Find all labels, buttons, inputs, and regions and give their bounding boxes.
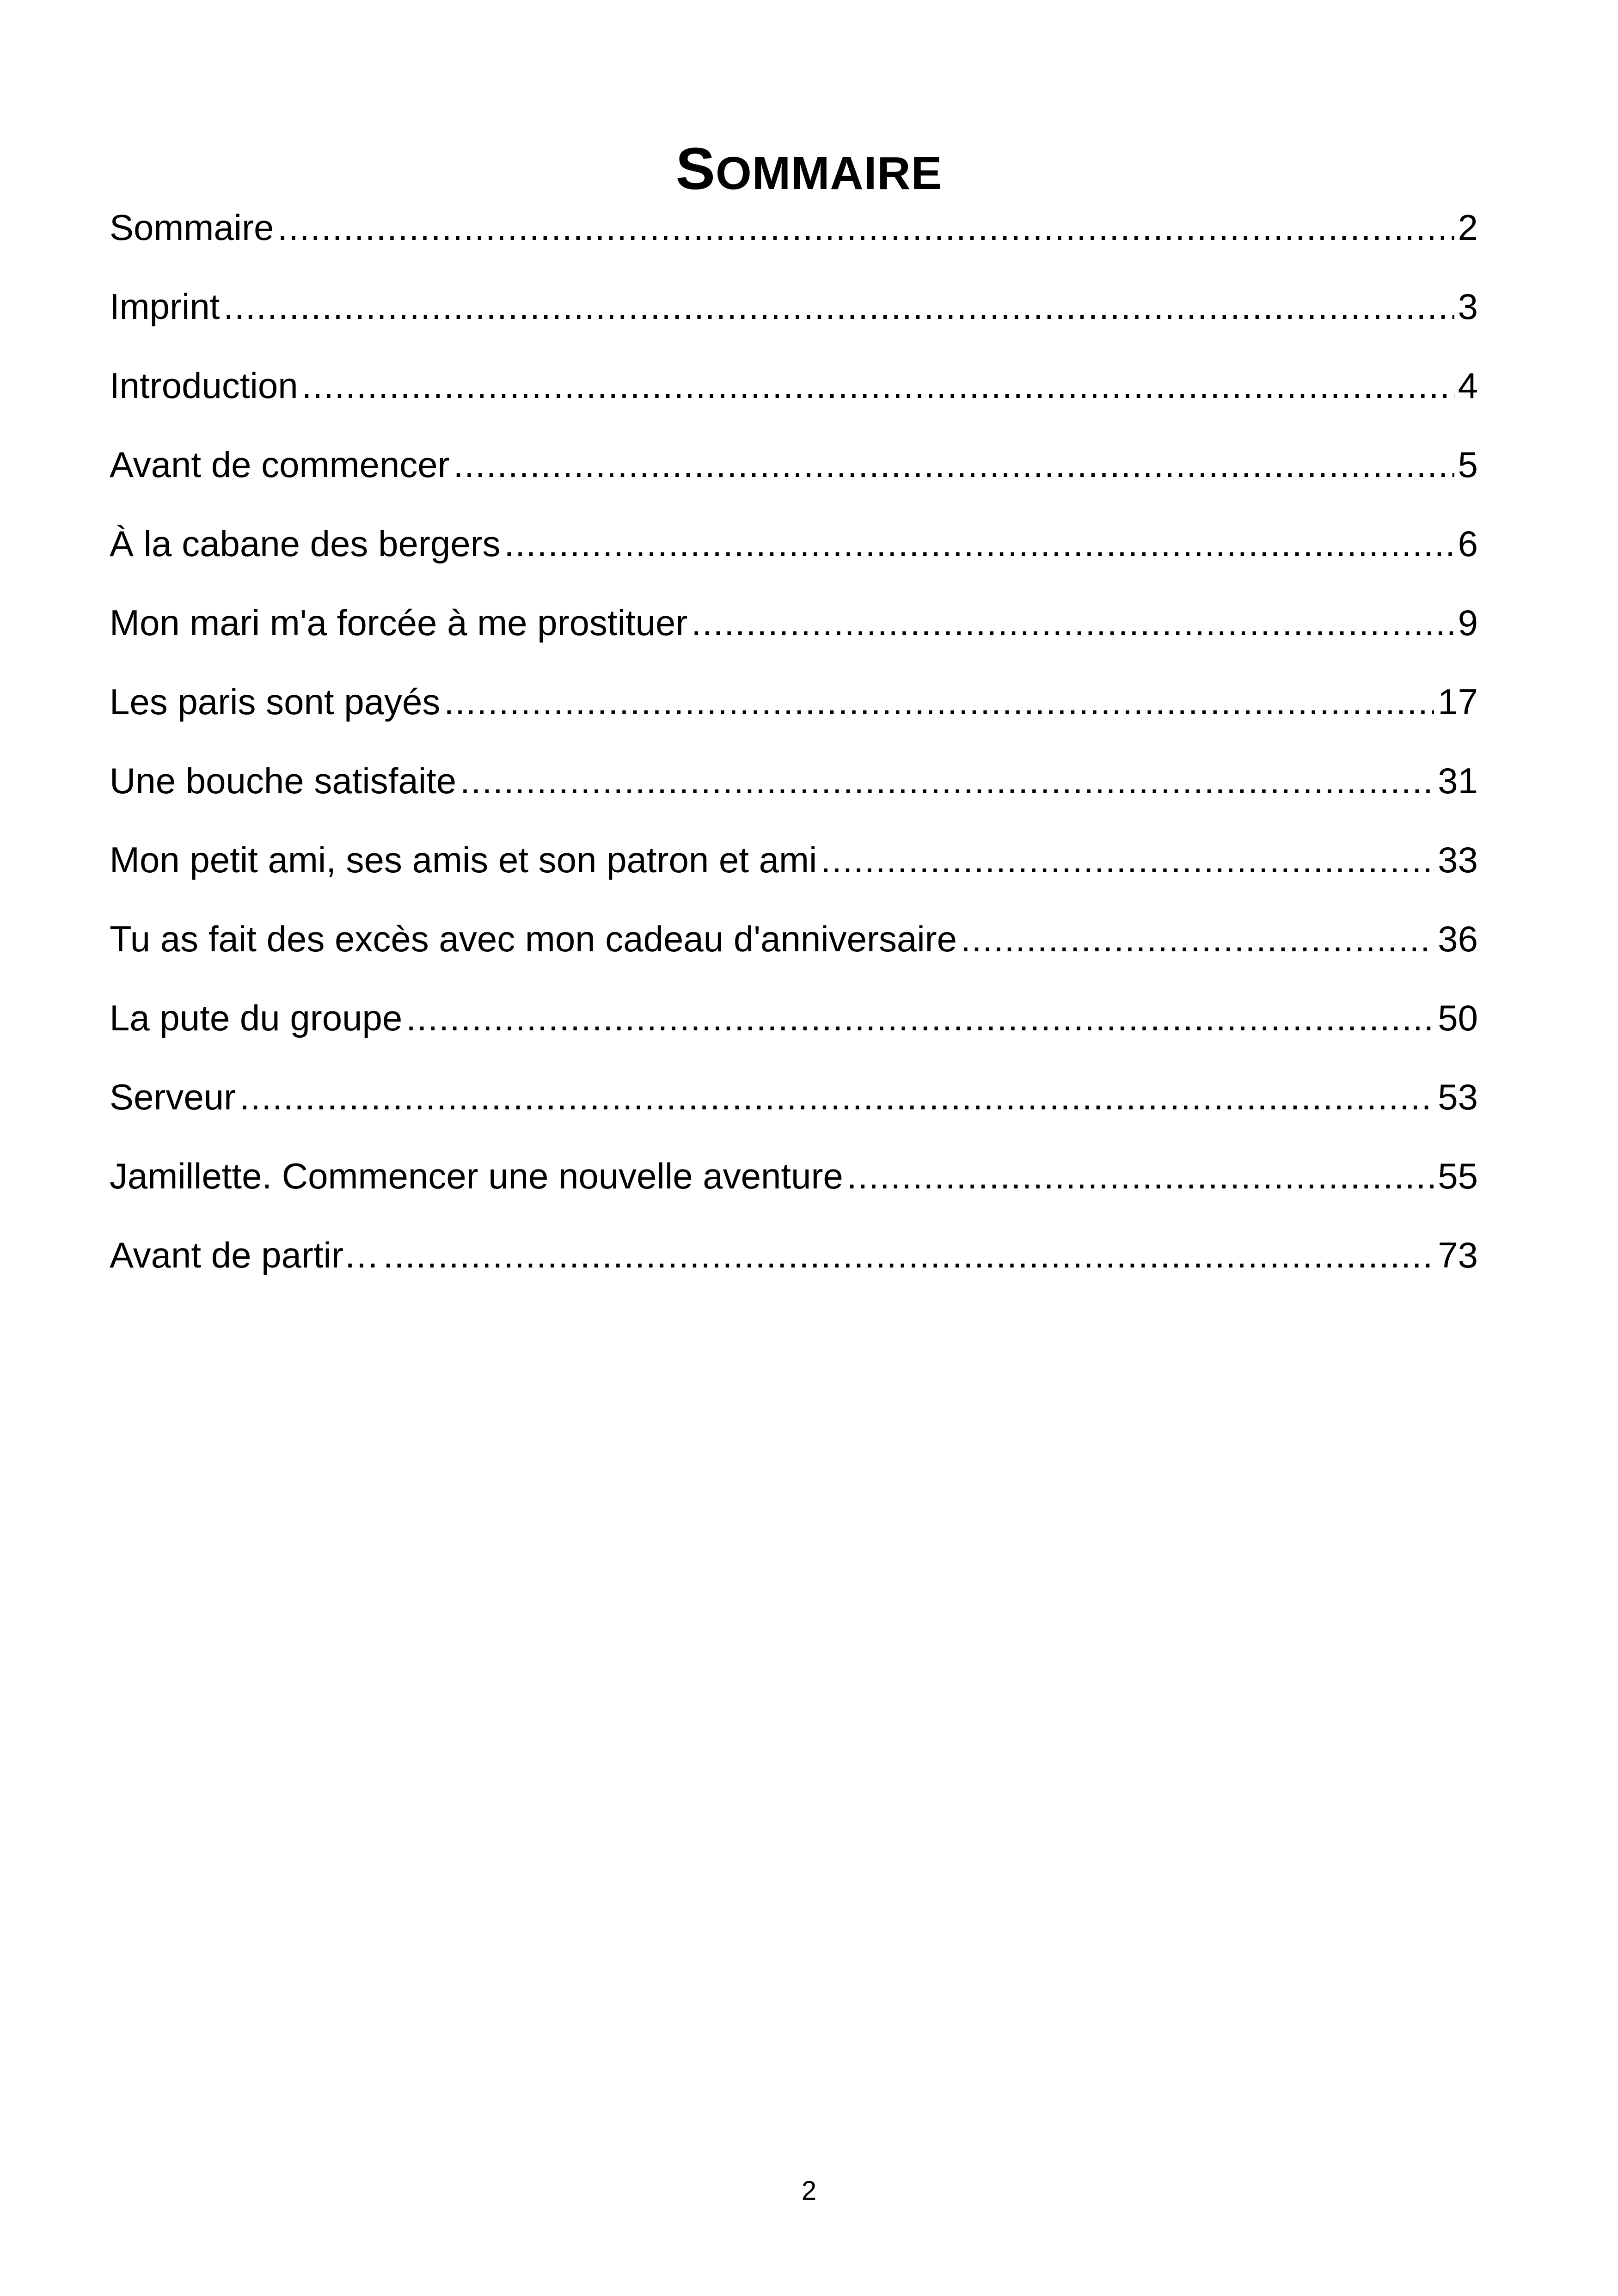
toc-entry-title: La pute du groupe — [110, 998, 403, 1038]
toc-entry-title: Mon petit ami, ses amis et son patron et ami — [110, 839, 817, 880]
page-title-first-letter: S — [675, 135, 716, 202]
toc-dot-leader — [821, 832, 1434, 888]
toc-entry-page: 31 — [1438, 760, 1478, 801]
toc-entry-title: Serveur — [110, 1077, 236, 1117]
toc-dot-leader — [460, 753, 1434, 808]
toc-entry[interactable] — [110, 990, 1478, 1069]
toc-entry-title: À la cabane des bergers — [110, 523, 501, 564]
toc-entry[interactable] — [110, 1148, 1478, 1227]
toc-entry[interactable] — [110, 1227, 1478, 1306]
toc-entry[interactable] — [110, 516, 1478, 595]
toc-entry-page: 33 — [1438, 839, 1478, 880]
toc-entry-title: Mon mari m'a forcée à me prostituer — [110, 602, 688, 643]
toc-entry-page: 55 — [1438, 1156, 1478, 1196]
toc-dot-leader — [444, 674, 1434, 729]
page-title-rest: OMMAIRE — [716, 147, 943, 199]
toc-entry-page: 5 — [1458, 444, 1478, 485]
toc-entry[interactable] — [110, 911, 1478, 990]
toc-entry-page: 36 — [1438, 918, 1478, 959]
toc-entry-page: 6 — [1458, 523, 1478, 564]
toc-dot-leader — [383, 1227, 1434, 1283]
toc-entry-page: 3 — [1458, 286, 1478, 327]
toc-entry-page: 73 — [1438, 1235, 1478, 1275]
toc-entry-page: 50 — [1438, 998, 1478, 1038]
toc-entry-title: Avant de partir… — [110, 1235, 380, 1275]
toc-entry-title: Imprint — [110, 286, 220, 327]
toc-entry-title: Jamillette. Commencer une nouvelle aventure — [110, 1156, 843, 1196]
toc-entry[interactable] — [110, 674, 1478, 753]
toc-entry[interactable] — [110, 279, 1478, 358]
toc-dot-leader — [961, 911, 1434, 967]
toc-entry-title: Avant de commencer — [110, 444, 450, 485]
toc-entry-title: Tu as fait des excès avec mon cadeau d'anniversaire — [110, 918, 957, 959]
toc-dot-leader — [504, 516, 1454, 571]
toc-entry-page: 53 — [1438, 1077, 1478, 1117]
toc-entry-title: Sommaire — [110, 207, 274, 248]
toc-entry[interactable] — [110, 595, 1478, 674]
toc-entry-page: 4 — [1458, 365, 1478, 406]
toc-dot-leader — [691, 595, 1454, 650]
toc-entry[interactable] — [110, 1069, 1478, 1148]
toc-entry-title: Introduction — [110, 365, 298, 406]
toc-entry[interactable] — [110, 753, 1478, 832]
toc-entry-page: 2 — [1458, 207, 1478, 248]
page-number: 2 — [801, 2176, 817, 2206]
toc-entry-page: 17 — [1438, 681, 1478, 722]
toc-dot-leader — [454, 437, 1454, 492]
toc-dot-leader — [223, 279, 1454, 334]
toc-dot-leader — [847, 1148, 1434, 1204]
toc-entry-title: Les paris sont payés — [110, 681, 441, 722]
toc-entry[interactable] — [110, 358, 1478, 437]
toc-entry[interactable] — [110, 437, 1478, 516]
table-of-contents — [110, 200, 1478, 1306]
toc-dot-leader — [302, 358, 1454, 413]
toc-dot-leader — [406, 990, 1434, 1046]
toc-entry-title: Une bouche satisfaite — [110, 760, 457, 801]
toc-dot-leader — [239, 1069, 1434, 1125]
toc-entry[interactable] — [110, 832, 1478, 911]
toc-entry[interactable] — [110, 200, 1478, 279]
toc-dot-leader — [277, 200, 1454, 255]
page-title — [0, 137, 1618, 206]
toc-entry-page: 9 — [1458, 602, 1478, 643]
